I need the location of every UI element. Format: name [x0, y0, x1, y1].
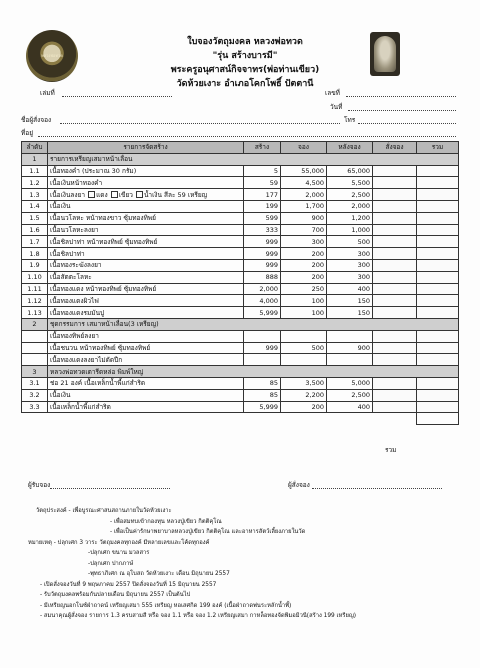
table-row [22, 224, 459, 236]
orderer-signature-field[interactable] [312, 488, 442, 489]
item-name: เนื้อสัตตะโลหะ [48, 271, 244, 283]
reserve-price: 2,200 [281, 389, 327, 401]
after-price: 2,500 [327, 189, 373, 201]
note-line: - เพื่อสมทบเข้ากองทุน หลวงปู่เขียว กิตติคุโณ [110, 518, 222, 525]
reserve-price [281, 330, 327, 342]
reserve-price: 500 [281, 342, 327, 354]
after-price: 150 [327, 307, 373, 319]
table-row [22, 401, 459, 413]
row-number: 1.2 [22, 177, 48, 189]
color-checkbox-blue[interactable] [136, 191, 143, 198]
make-qty: 5 [244, 165, 281, 177]
item-tail: สีละ 59 เหรียญ [164, 190, 208, 199]
table-section-row [22, 318, 459, 330]
after-price: 2,500 [327, 389, 373, 401]
col-header-no: ลำดับ [22, 142, 48, 154]
table-row [22, 212, 459, 224]
item-name: เนื้อทองแดงลงยาไม่ตัดปีก [48, 354, 244, 366]
item-name: เนื้อเงินหน้าทองคำ [48, 177, 244, 189]
amulet-photo [370, 32, 400, 76]
after-price [327, 354, 373, 366]
reserve-price: 200 [281, 259, 327, 271]
item-name: เนื้อชนวน หน้าทองทิพย์ ซุ้มทองทิพย์ [48, 342, 244, 354]
row-total-input[interactable] [417, 401, 459, 413]
total-row-cell [244, 413, 281, 425]
make-qty: 599 [244, 212, 281, 224]
make-qty: 85 [244, 377, 281, 389]
note-line: -ปลุกเศก ปากภาษ์ [88, 560, 134, 567]
table-total-row [22, 413, 459, 425]
after-price: 65,000 [327, 165, 373, 177]
row-total-input[interactable] [417, 377, 459, 389]
form-title-monk: พระครูอนุศาสน์กิจจาทร(พ่อท่านเขียว) [170, 65, 320, 75]
item-name-cell [48, 189, 244, 201]
table-row [22, 165, 459, 177]
form-subtitle: "รุ่น สร้างบารมี" [212, 51, 278, 61]
make-qty: 888 [244, 271, 281, 283]
order-qty-input[interactable] [373, 283, 417, 295]
row-number: 1.4 [22, 200, 48, 212]
number-label: เลขที่ [325, 89, 340, 97]
total-row-cell [281, 413, 327, 425]
table-row [22, 330, 459, 342]
item-name: เนื้อเงินลงยา [50, 190, 86, 199]
row-number: 1.13 [22, 307, 48, 319]
amulet-image [374, 36, 396, 72]
book-no-label: เล่มที่ [40, 89, 55, 97]
table-row [22, 248, 459, 260]
col-header-total: รวม [417, 142, 459, 154]
table-row [22, 259, 459, 271]
item-name: เนื้อทองแดง หน้าทองทิพย์ ซุ้มทองทิพย์ [48, 283, 244, 295]
row-total-input[interactable] [417, 342, 459, 354]
row-number: 1.3 [22, 189, 48, 201]
order-qty-input[interactable] [373, 295, 417, 307]
table-row [22, 342, 459, 354]
order-qty-input[interactable] [373, 236, 417, 248]
row-total-input[interactable] [417, 295, 459, 307]
row-number: 1 [22, 153, 48, 165]
row-number: 1.11 [22, 283, 48, 295]
note-line: วัตถุประสงค์ - เพื่อบูรณะศาสนสถานภายในวัดห้วยเงาะ [36, 508, 172, 514]
row-number: 3 [22, 366, 48, 378]
color-checkbox-red[interactable] [88, 191, 95, 198]
item-name: เนื้อเงิน [48, 389, 244, 401]
temple-seal-logo [26, 30, 78, 82]
table-row [22, 354, 459, 366]
reserve-price: 250 [281, 283, 327, 295]
col-header-item: รายการจัดสร้าง [48, 142, 244, 154]
table-row [22, 236, 459, 248]
col-header-after: หลังจอง [327, 142, 373, 154]
note-line: - รับวัตถุมงคลพร้อมกันปลายเดือน มิถุนายน 2557 เป็นต้นไป [40, 592, 191, 598]
name-label: ชื่อผู้สั่งจอง [21, 116, 52, 124]
make-qty: 177 [244, 189, 281, 201]
note-line: - มีเหรียญนอกโนซ์ฝ่าถาดน์ เหรียญเสมา 555 เหรียญ หอเสศกิด 199 องค์ (เนื้อฝ่าถาดพ่นระหลักน้ำพี้) [40, 602, 292, 609]
after-price: 5,000 [327, 377, 373, 389]
row-total-input[interactable] [417, 330, 459, 342]
reserve-price: 100 [281, 295, 327, 307]
make-qty: 4,000 [244, 295, 281, 307]
reserve-price: 200 [281, 401, 327, 413]
item-name: เนื้อนวโลหะ หน้าทองขาว ซุ้มทองทิพย์ [48, 212, 244, 224]
item-name: ช่อ 21 องค์ เนื้อเหล็กน้ำพี้แก่สำริด [48, 377, 244, 389]
make-qty: 59 [244, 177, 281, 189]
order-qty-input[interactable] [373, 224, 417, 236]
after-price: 300 [327, 259, 373, 271]
order-qty-input[interactable] [373, 330, 417, 342]
row-total-input[interactable] [417, 165, 459, 177]
order-qty-input[interactable] [373, 259, 417, 271]
col-header-reserve: จอง [281, 142, 327, 154]
item-name: เนื้อชิลปาท่า หน้าทองทิพย์ ซุ้มทองทิพย์ [48, 236, 244, 248]
address-field[interactable] [38, 136, 456, 137]
note-line: - เปิดสั่งจองวันที่ 9 พฤษภาคม 2557 ปิดสั่งจองวันที่ 15 มิถุนายน 2557 [40, 581, 217, 588]
orderer-label: ผู้สั่งจอง [288, 481, 310, 489]
order-qty-input[interactable] [373, 248, 417, 260]
row-number: 1.8 [22, 248, 48, 260]
item-name: เนื้อเหล็กน้ำพี้แก่สำริด [48, 401, 244, 413]
section-title: หลวงพ่อทวดเตารีดหล่อ พิมพ์ใหญ่ [48, 366, 459, 378]
item-name: เนื้อทองทิพย์ลงยา [48, 330, 244, 342]
row-number: 3.2 [22, 389, 48, 401]
row-number: 1.10 [22, 271, 48, 283]
reserve-price: 200 [281, 271, 327, 283]
after-price: 500 [327, 236, 373, 248]
item-name: เนื้อทองคำ (ประมาณ 30 กรัม) [48, 165, 244, 177]
section-title: ชุดกรรมการ เสมาหน้าเลื่อน(3 เหรียญ) [48, 318, 459, 330]
row-number: 1.5 [22, 212, 48, 224]
table-row [22, 189, 459, 201]
row-number: 1.12 [22, 295, 48, 307]
note-line: -ปลุกเศก ขนาน มวลสาร [88, 550, 150, 556]
item-name: เนื้อชิลปาท่า [48, 248, 244, 260]
row-number [22, 342, 48, 354]
order-qty-input[interactable] [373, 177, 417, 189]
table-row [22, 295, 459, 307]
table-row [22, 200, 459, 212]
make-qty: 199 [244, 200, 281, 212]
row-number: 1.7 [22, 236, 48, 248]
item-name: เนื้อทองแดงผิวไฟ [48, 295, 244, 307]
name-field[interactable] [60, 123, 340, 124]
row-number: 1.1 [22, 165, 48, 177]
order-qty-input[interactable] [373, 389, 417, 401]
row-total-input[interactable] [417, 259, 459, 271]
table-section-row [22, 153, 459, 165]
row-total-input[interactable] [417, 177, 459, 189]
table-row [22, 283, 459, 295]
row-total-input[interactable] [417, 224, 459, 236]
after-price: 1,000 [327, 224, 373, 236]
item-name: เนื้อเงิน [48, 200, 244, 212]
note-line: - สมนาคุณผู้สั่งจอง รายการ 1.3 ครบสามสี หรือ จอง 1.1 หรือ จอง 1.2 เหรียญเสมา กาหล็อทองจัดพิมอมิวนี(สร้าง 199 เหรียญ) [40, 613, 357, 619]
after-price [327, 330, 373, 342]
row-total-input[interactable] [417, 236, 459, 248]
make-qty: 5,999 [244, 307, 281, 319]
row-number: 3.3 [22, 401, 48, 413]
make-qty: 999 [244, 259, 281, 271]
row-total-input[interactable] [417, 248, 459, 260]
item-name: เนื้อนวโลหะลงยา [48, 224, 244, 236]
form-title: ใบจองวัตถุมงคล หลวงพ่อทวด [187, 37, 303, 47]
table-row [22, 307, 459, 319]
make-qty: 333 [244, 224, 281, 236]
make-qty: 5,999 [244, 401, 281, 413]
reserve-price: 4,500 [281, 177, 327, 189]
after-price: 900 [327, 342, 373, 354]
date-field[interactable] [348, 110, 456, 111]
row-total-input[interactable] [417, 283, 459, 295]
row-total-input[interactable] [417, 212, 459, 224]
order-table [21, 141, 459, 425]
item-name: เนื้อทองระฆังลงยา [48, 259, 244, 271]
col-header-make: สร้าง [244, 142, 281, 154]
row-number [22, 354, 48, 366]
total-row-cell [22, 413, 48, 425]
reserve-price: 200 [281, 248, 327, 260]
total-row-cell [327, 413, 373, 425]
order-qty-input[interactable] [373, 307, 417, 319]
order-qty-input[interactable] [373, 189, 417, 201]
after-price: 150 [327, 295, 373, 307]
reserve-price: 300 [281, 236, 327, 248]
reserve-price: 55,000 [281, 165, 327, 177]
order-qty-input[interactable] [373, 342, 417, 354]
make-qty [244, 330, 281, 342]
color-label-blue: น้ำเงิน [143, 190, 162, 199]
reserve-price: 3,500 [281, 377, 327, 389]
after-price: 2,000 [327, 200, 373, 212]
color-label-green: เขียว [118, 190, 133, 199]
notes-section [28, 506, 458, 622]
number-field[interactable] [346, 96, 456, 97]
seal-text: หลวงพ่อทวด [41, 53, 63, 58]
make-qty [244, 354, 281, 366]
color-label-red: แดง [96, 190, 108, 199]
row-number: 1.6 [22, 224, 48, 236]
total-row-cell [373, 413, 417, 425]
note-line: -พุทธาภิเศก ณ อุโบสถ วัดห้วยเงาะ เดือน มิถุนายน 2557 [88, 571, 230, 577]
row-total-input[interactable] [417, 307, 459, 319]
color-checkbox-green[interactable] [111, 191, 118, 198]
order-qty-input[interactable] [373, 200, 417, 212]
make-qty: 2,000 [244, 283, 281, 295]
after-price: 400 [327, 401, 373, 413]
order-qty-input[interactable] [373, 354, 417, 366]
row-number [22, 330, 48, 342]
note-line: หมายเหตุ - ปลุกเศก 3 วาระ วัตถุมงคลทุกองค์ มีหลายเลขและโค้ดทุกองค์ [28, 539, 210, 546]
grand-total-label: รวม [385, 446, 397, 454]
book-no-field[interactable] [62, 96, 172, 97]
row-total-input[interactable] [417, 389, 459, 401]
table-row [22, 377, 459, 389]
row-total-input[interactable] [417, 354, 459, 366]
table-row [22, 389, 459, 401]
reserve-price: 700 [281, 224, 327, 236]
row-number: 1.9 [22, 259, 48, 271]
date-label: วันที่ [330, 103, 343, 111]
reserve-price [281, 354, 327, 366]
after-price: 300 [327, 248, 373, 260]
order-qty-input[interactable] [373, 165, 417, 177]
reserve-price: 900 [281, 212, 327, 224]
order-qty-input[interactable] [373, 212, 417, 224]
address-label: ที่อยู่ [21, 129, 33, 137]
receiver-signature-field[interactable] [50, 488, 170, 489]
table-section-row [22, 366, 459, 378]
receiver-label: ผู้รับจอง [28, 481, 51, 489]
form-title-temple: วัดห้วยเงาะ อำเภอโคกโพธิ์ ปัตตานี [176, 79, 314, 89]
section-title: รายการเหรียญเสมาหน้าเลื่อน [48, 153, 459, 165]
after-price: 300 [327, 271, 373, 283]
make-qty: 999 [244, 236, 281, 248]
table-row [22, 177, 459, 189]
table-header-row [22, 142, 459, 154]
col-header-order: สั่งจอง [373, 142, 417, 154]
after-price: 1,200 [327, 212, 373, 224]
make-qty: 999 [244, 342, 281, 354]
after-price: 5,500 [327, 177, 373, 189]
order-qty-input[interactable] [373, 377, 417, 389]
reserve-price: 100 [281, 307, 327, 319]
grand-total-input[interactable] [417, 413, 459, 425]
table-row [22, 271, 459, 283]
order-qty-input[interactable] [373, 271, 417, 283]
row-total-input[interactable] [417, 200, 459, 212]
row-total-input[interactable] [417, 189, 459, 201]
make-qty: 85 [244, 389, 281, 401]
tel-label: โทร [344, 116, 356, 124]
row-number: 3.1 [22, 377, 48, 389]
row-total-input[interactable] [417, 271, 459, 283]
tel-field[interactable] [358, 123, 456, 124]
reserve-price: 2,000 [281, 189, 327, 201]
note-line: - เพื่อเป็นค่ารักษาพยาบาลหลวงปู่เขียว กิตติคุโณ และอาหารสัตว์เลี้ยงภายในวัด [110, 529, 306, 535]
total-row-cell [48, 413, 244, 425]
after-price: 400 [327, 283, 373, 295]
reserve-price: 1,700 [281, 200, 327, 212]
item-name: เนื้อทองแดงรมมันปู [48, 307, 244, 319]
row-number: 2 [22, 318, 48, 330]
make-qty: 999 [244, 248, 281, 260]
order-qty-input[interactable] [373, 401, 417, 413]
